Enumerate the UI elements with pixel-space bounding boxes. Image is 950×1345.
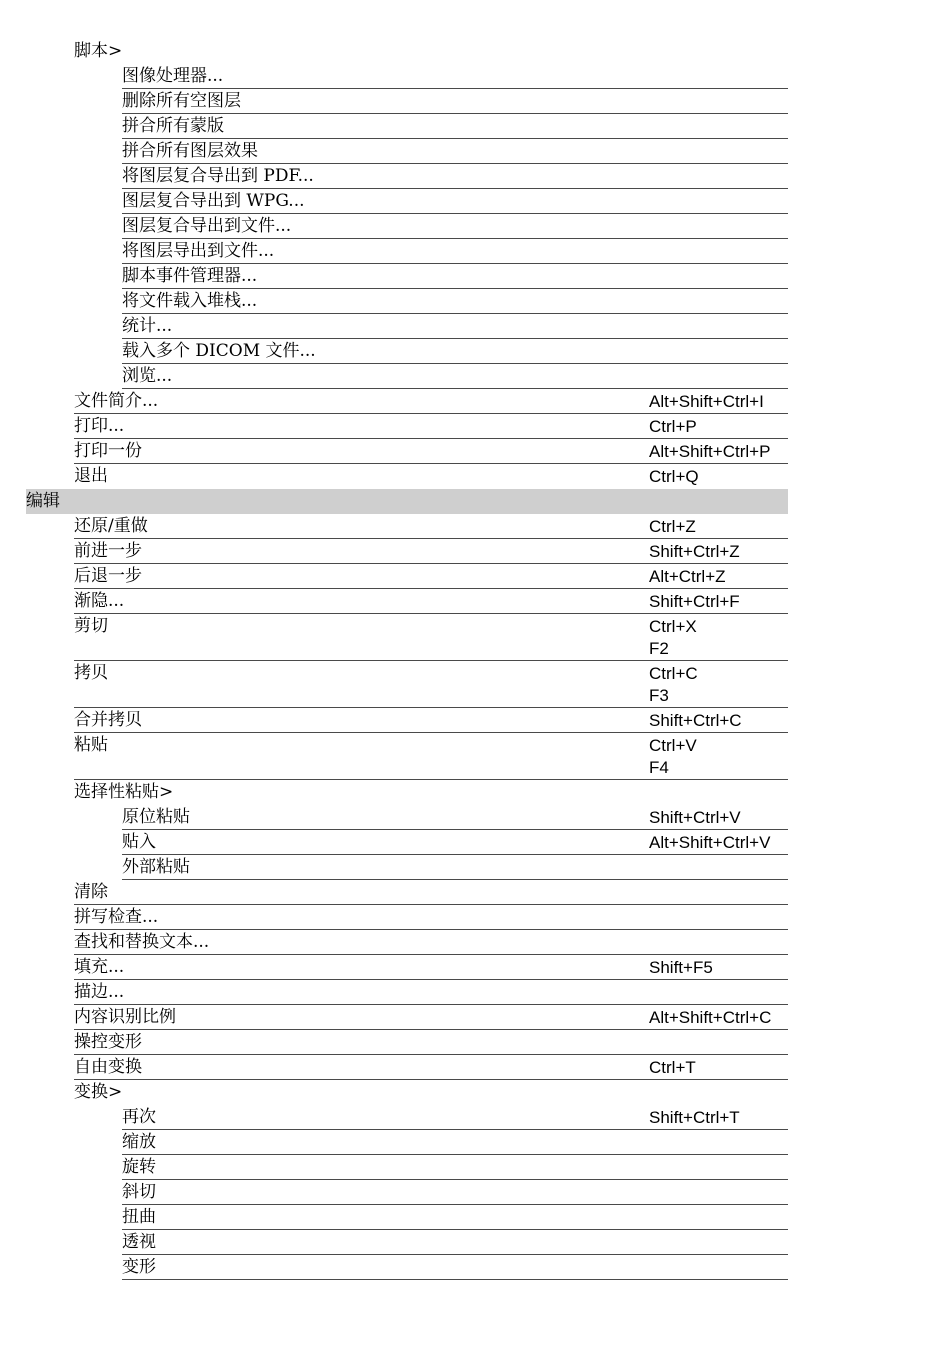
- menu-entry-row: [0, 339, 950, 364]
- menu-entry-row: [0, 364, 950, 389]
- menu-entry-row: [0, 733, 950, 780]
- menu-entry-label: 将图层复合导出到 PDF...: [122, 166, 314, 186]
- menu-entry-row: [0, 389, 950, 414]
- menu-entry-row: [0, 1030, 950, 1055]
- keyboard-shortcut: Alt+Shift+Ctrl+C: [649, 1008, 772, 1027]
- menu-entry-row: [0, 139, 950, 164]
- menu-entry-row: [0, 314, 950, 339]
- menu-entry-label: 旋转: [122, 1157, 156, 1177]
- menu-entry-label: 清除: [74, 882, 108, 902]
- menu-entry-row: [0, 64, 950, 89]
- menu-entry-label: 图层复合导出到文件...: [122, 216, 292, 236]
- menu-entry-label: 变换>: [74, 1082, 123, 1102]
- menu-entry-label: 拼写检查...: [74, 907, 159, 927]
- menu-entry-label: 退出: [74, 466, 108, 486]
- menu-entry-row: [0, 264, 950, 289]
- keyboard-shortcut: Alt+Shift+Ctrl+I: [649, 392, 764, 411]
- menu-entry-label: 扭曲: [122, 1207, 156, 1227]
- menu-entry-label: 图像处理器...: [122, 66, 224, 86]
- menu-entry-label: 前进一步: [74, 541, 142, 561]
- menu-entry-label: 原位粘贴: [122, 807, 190, 827]
- menu-entry-label: 打印一份: [74, 441, 142, 461]
- menu-entry-label: 自由变换: [74, 1057, 142, 1077]
- menu-entry-row: [0, 1255, 950, 1280]
- menu-entry-label: 内容识别比例: [74, 1007, 176, 1027]
- keyboard-shortcut: Ctrl+Q: [649, 467, 699, 486]
- menu-entry-row: [0, 1130, 950, 1155]
- keyboard-shortcut: Ctrl+P: [649, 417, 697, 436]
- menu-entry-label: 还原/重做: [74, 516, 148, 536]
- menu-entry-label: 选择性粘贴>: [74, 782, 174, 802]
- menu-entry-label: 操控变形: [74, 1032, 142, 1052]
- menu-entry-row: [0, 855, 950, 880]
- menu-entry-label: 统计...: [122, 316, 173, 336]
- keyboard-shortcut: Shift+Ctrl+V: [649, 808, 741, 827]
- menu-entry-row: [0, 1155, 950, 1180]
- menu-entry-row: [0, 564, 950, 589]
- menu-entry-row: [0, 114, 950, 139]
- menu-entry-row: [0, 1080, 950, 1105]
- menu-entry-label: 后退一步: [74, 566, 142, 586]
- menu-entry-row: [0, 1105, 950, 1130]
- menu-entry-label: 图层复合导出到 WPG...: [122, 191, 305, 211]
- menu-entry-row: [0, 980, 950, 1005]
- menu-entry-row: [0, 289, 950, 314]
- menu-entry-row: [0, 830, 950, 855]
- keyboard-shortcut: Shift+Ctrl+C: [649, 711, 742, 730]
- section-header: [26, 489, 788, 514]
- menu-entry-label: 脚本>: [74, 41, 123, 61]
- keyboard-shortcut: Alt+Ctrl+Z: [649, 567, 726, 586]
- menu-entry-row: [0, 1180, 950, 1205]
- menu-entry-row: [0, 89, 950, 114]
- keyboard-shortcut: Ctrl+V F4: [649, 736, 697, 777]
- shortcut-list: [0, 39, 950, 1280]
- menu-entry-row: [0, 955, 950, 980]
- menu-entry-row: [0, 214, 950, 239]
- menu-entry-label: 浏览...: [122, 366, 173, 386]
- menu-entry-label: 外部粘贴: [122, 857, 190, 877]
- keyboard-shortcut: Ctrl+X F2: [649, 617, 697, 658]
- menu-entry-label: 合并拷贝: [74, 710, 142, 730]
- menu-entry-row: [0, 780, 950, 805]
- menu-entry-label: 将图层导出到文件...: [122, 241, 275, 261]
- menu-entry-row: [0, 930, 950, 955]
- menu-entry-row: [0, 589, 950, 614]
- keyboard-shortcut: Shift+F5: [649, 958, 713, 977]
- keyboard-shortcut: Shift+Ctrl+Z: [649, 542, 740, 561]
- menu-entry-label: 文件简介...: [74, 391, 159, 411]
- menu-entry-row: [0, 39, 950, 64]
- menu-entry-row: [0, 189, 950, 214]
- menu-entry-row: [0, 1230, 950, 1255]
- menu-entry-label: 再次: [122, 1107, 156, 1127]
- keyboard-shortcut: Shift+Ctrl+T: [649, 1108, 740, 1127]
- menu-entry-label: 拷贝: [74, 663, 108, 683]
- menu-entry-label: 填充...: [74, 957, 125, 977]
- menu-entry-row: [0, 464, 950, 489]
- menu-entry-label: 删除所有空图层: [122, 91, 241, 111]
- menu-entry-label: 渐隐...: [74, 591, 125, 611]
- menu-entry-label: 斜切: [122, 1182, 156, 1202]
- menu-entry-label: 将文件载入堆栈...: [122, 291, 258, 311]
- menu-entry-label: 拼合所有图层效果: [122, 141, 258, 161]
- menu-entry-label: 剪切: [74, 616, 108, 636]
- menu-entry-row: [0, 880, 950, 905]
- menu-entry-row: [0, 164, 950, 189]
- keyboard-shortcut: Shift+Ctrl+F: [649, 592, 740, 611]
- menu-entry-label: 查找和替换文本...: [74, 932, 210, 952]
- menu-entry-label: 脚本事件管理器...: [122, 266, 258, 286]
- menu-entry-label: 打印...: [74, 416, 125, 436]
- keyboard-shortcut: Ctrl+Z: [649, 517, 696, 536]
- menu-entry-label: 透视: [122, 1232, 156, 1252]
- menu-entry-row: [0, 805, 950, 830]
- menu-entry-label: 拼合所有蒙版: [122, 116, 224, 136]
- menu-entry-row: [0, 539, 950, 564]
- menu-entry-row: [0, 414, 950, 439]
- keyboard-shortcut: Alt+Shift+Ctrl+P: [649, 442, 771, 461]
- menu-entry-label: 缩放: [122, 1132, 156, 1152]
- menu-entry-label: 描边...: [74, 982, 125, 1002]
- menu-entry-label: 粘贴: [74, 735, 108, 755]
- keyboard-shortcut: Ctrl+T: [649, 1058, 696, 1077]
- menu-entry-row: [0, 708, 950, 733]
- menu-entry-label: 变形: [122, 1257, 156, 1277]
- section-title: 编辑: [26, 491, 60, 511]
- menu-entry-row: [0, 661, 950, 708]
- menu-entry-row: [0, 1055, 950, 1080]
- keyboard-shortcut: Ctrl+C F3: [649, 664, 698, 705]
- menu-entry-row: [0, 239, 950, 264]
- menu-entry-label: 载入多个 DICOM 文件...: [122, 341, 316, 361]
- keyboard-shortcut: Alt+Shift+Ctrl+V: [649, 833, 771, 852]
- menu-entry-row: [0, 905, 950, 930]
- menu-entry-row: [0, 439, 950, 464]
- menu-entry-row: [0, 1005, 950, 1030]
- menu-entry-row: [0, 614, 950, 661]
- menu-entry-label: 贴入: [122, 832, 156, 852]
- menu-entry-row: [0, 514, 950, 539]
- menu-entry-row: [0, 1205, 950, 1230]
